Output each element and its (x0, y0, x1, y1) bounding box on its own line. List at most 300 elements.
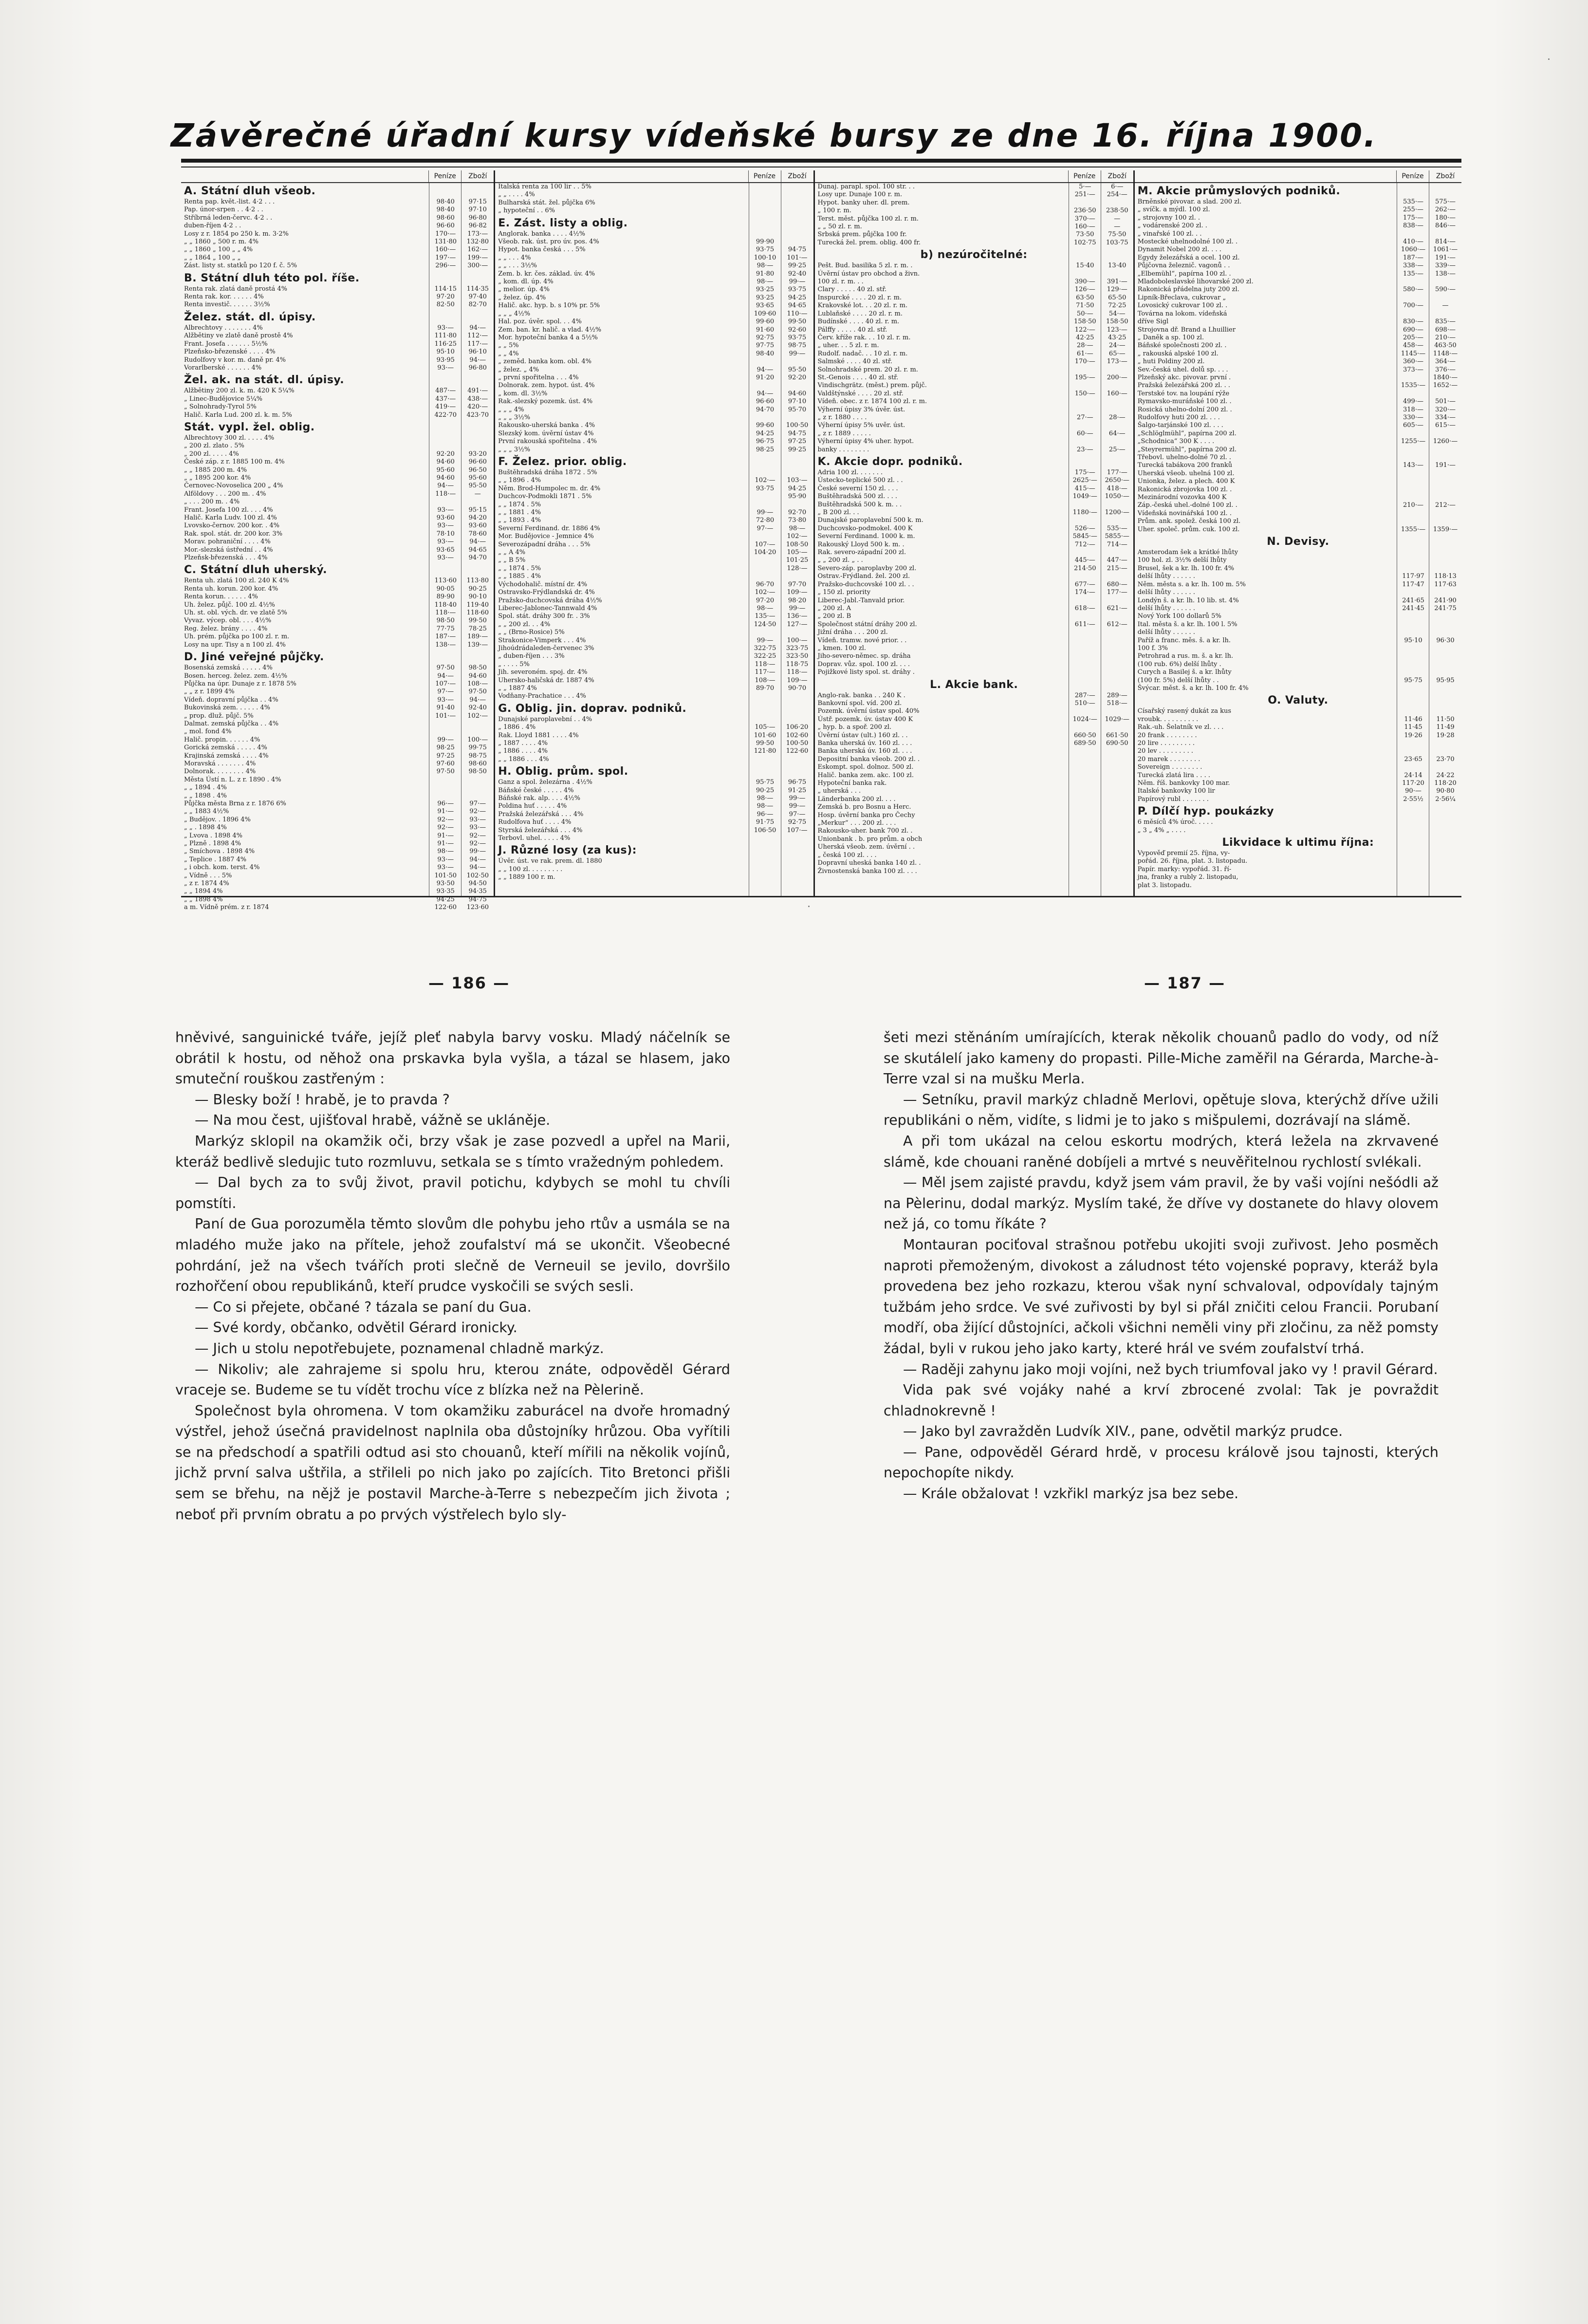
security-name: Budínské . . . . 40 zl. r. m. (817, 318, 900, 326)
goods-price: 78·25 (468, 625, 487, 632)
money-price: 91·— (437, 808, 454, 816)
goods-price: 11·49 (1436, 724, 1455, 731)
goods-price: 99·— (789, 278, 806, 286)
table-row (495, 621, 813, 629)
table-row (1135, 589, 1461, 596)
money-price (1397, 707, 1429, 715)
security-name: Vindischgrätz. (měst.) prem. půjč. (817, 382, 927, 390)
table-row (181, 450, 494, 458)
goods-price (462, 720, 494, 728)
table-row (181, 696, 494, 704)
table-row (181, 482, 494, 490)
table-row (815, 278, 1133, 286)
security-name: „ „ 4% (498, 350, 519, 357)
money-price (749, 866, 781, 874)
table-row (495, 446, 813, 454)
goods-price: 94·75 (788, 246, 807, 254)
table-row (815, 350, 1133, 358)
table-row (1135, 677, 1461, 685)
table-row (815, 334, 1133, 342)
security-name: „ 150 zl. priority (817, 589, 871, 596)
security-name: Eskompt. spol. dolnoz. 500 zl. (817, 763, 914, 771)
money-price (1397, 629, 1429, 636)
security-name: Banka uherská úv. 160 zl. . . . (817, 740, 912, 747)
security-name: delší lhůty . . . . . . (1137, 629, 1195, 636)
table-row (815, 390, 1133, 398)
money-price: 98·— (757, 278, 774, 286)
table-row (815, 843, 1133, 851)
goods-price: 320·— (1435, 406, 1456, 413)
goods-price: 714·— (1107, 540, 1127, 548)
security-name: „ 3 „ 4% „ . . . . (1137, 826, 1186, 834)
paragraph: A při tom ukázal na celou eskortu modrých, která ležela na zkrvavené slámě, kde chouani raněné dobíjeli a mrtvé s neuvěřitelnou rychlostí svlékali. (884, 1133, 1439, 1170)
security-name: Losy na upr. Tisy a n 100 zl. 4% (184, 641, 286, 649)
security-name: Pozemk. úvěrní ústav spol. 40% (817, 707, 920, 715)
goods-price: 846·— (1435, 222, 1456, 230)
goods-price (1101, 629, 1133, 636)
money-price: 370·— (1074, 215, 1095, 223)
money-price: 116·25 (434, 340, 457, 348)
goods-price (781, 358, 813, 366)
security-name: Dynamit Nobel 200 zl. . . . (1137, 246, 1221, 254)
goods-price: 200·— (1107, 373, 1127, 381)
money-price: 117·— (755, 669, 776, 676)
paragraph: — Krále obžalovat ! vzkřikl markýz jsa bez sebe. (903, 1486, 1239, 1502)
money-price (1069, 398, 1101, 406)
money-price (749, 501, 781, 509)
security-name: Prům. ank. spolež. česká 100 zl. (1137, 518, 1241, 525)
table-row (815, 796, 1133, 803)
security-name: Uh. želez. půjč. 100 zl. 4½% (184, 601, 275, 609)
security-name: Šalgo-tarjánské 100 zl. . . . (1137, 422, 1223, 429)
table-row (815, 199, 1133, 207)
security-name: Londýn š. a kr. lh. 10 lib. st. 4% (1137, 596, 1239, 604)
money-price: 318·— (1403, 406, 1423, 413)
paragraph: — Měl jsem zajisté pravdu, když jsem vám pravil, že by vaši vojíni nešódli až na Pèlerinu, dodal markýz. Myslím také, že dříve vy dostanete do hlavy olovem než já, co tomu říkáte ? (884, 1174, 1439, 1232)
table-row (495, 191, 813, 199)
security-name: St.-Genois . . . . 40 zl. stř. (817, 373, 899, 381)
security-name: Báňské české . . . . . 4% (498, 786, 574, 794)
goods-price: 109·— (787, 589, 808, 596)
goods-price: 99·25 (788, 446, 807, 453)
security-name: „ duben-říjen . . . 3% (498, 652, 565, 660)
security-name: Renta korun. . . . . . 4% (184, 593, 258, 601)
table-row (495, 366, 813, 374)
goods-price (781, 199, 813, 207)
security-name: „ Solnohrady-Tyrol 5% (184, 403, 257, 411)
security-name: „ „ 1860 „ 500 r. m. 4% (184, 238, 259, 246)
table-row (815, 836, 1133, 843)
table-row (181, 609, 494, 617)
section-heading: O. Valuty. (1268, 694, 1329, 707)
money-price (1069, 803, 1101, 811)
paragraph: Paní de Gua porozuměla těmto slovům dle pohybu jeho rtův a usmála se na mladého muže jako na přítele, jehož zoufalství má se ukončit. Všeobecné pohrdání, jež na všech tvářích proti slečně de Verneuil se jevilo, dovršilo rozhořčení obou republikánů, kteří prudce vyskočili se svých sesli. (175, 1216, 730, 1295)
security-name: Báňské společnosti 200 zl. . (1137, 342, 1227, 350)
table-row (181, 214, 494, 222)
table-row (181, 348, 494, 356)
money-price (1069, 812, 1101, 819)
goods-price (781, 835, 813, 842)
goods-price (1429, 669, 1461, 676)
security-name: Jih. severoném. spoj. dr. 4% (498, 669, 588, 676)
money-price: 98·50 (436, 617, 455, 625)
rate-rows (815, 183, 1133, 247)
goods-price: 98·75 (468, 752, 487, 760)
security-name: (100 fr. 5%) delší lhůty . . (1137, 676, 1219, 684)
table-row (1135, 581, 1461, 589)
security-name: „ „ 1885 . 4% (498, 573, 541, 580)
table-row (815, 525, 1133, 533)
goods-price: 94·— (469, 356, 486, 364)
security-name: „ „ 1894 4% (184, 888, 223, 895)
security-name: Severozápadní dráha . . . 5% (498, 540, 591, 548)
goods-price: 101·25 (786, 557, 809, 564)
goods-price: 128·— (787, 564, 808, 572)
goods-price: 94·75 (468, 895, 487, 903)
security-name: „ Linec-Budějovice 5¼% (184, 395, 263, 403)
money-price (1069, 629, 1101, 636)
table-row (181, 206, 494, 214)
goods-price: 418·— (1107, 484, 1127, 492)
security-name: Úvěrní ústav (ult.) 160 zl. . . (817, 731, 908, 739)
security-name: Lovosický cukrovar 100 zl. . (1137, 302, 1228, 310)
security-name: „ první spořitelna . . . 4% (498, 373, 579, 381)
table-row (495, 827, 813, 835)
goods-price (462, 728, 494, 736)
security-name: Liberec-Jabl.-Tanvald prior. (817, 596, 905, 604)
security-name: Lipník-Břeclava, cukrovar „ (1137, 294, 1226, 301)
table-row (495, 270, 813, 278)
money-price: 101·50 (434, 872, 457, 879)
goods-price (1101, 517, 1133, 524)
table-row (815, 629, 1133, 636)
goods-price: 99·25 (788, 262, 807, 270)
security-name: Vídeňská novinářská 100 zl. . (1137, 509, 1232, 517)
money-price: 535·— (1403, 198, 1423, 205)
table-row (1135, 707, 1461, 715)
money-price: 91·75 (756, 818, 775, 826)
goods-price: 96·80 (468, 364, 487, 372)
table-row (495, 597, 813, 605)
table-row (815, 669, 1133, 676)
security-name: Mezinárodní vozovka 400 K (1137, 494, 1227, 502)
security-name: „ hyp. b. a spoř. 200 zl. (817, 724, 892, 731)
table-row (181, 198, 494, 206)
money-price: 61·— (1076, 350, 1093, 357)
money-price: 322·75 (754, 644, 776, 652)
goods-price: 96·80 (468, 214, 487, 222)
money-price (429, 498, 462, 506)
security-name: Bukovinská zem. . . . . . 4% (184, 704, 271, 712)
money-price (1397, 661, 1429, 669)
security-name: Uh. st. obl. vých. dr. ve zlatě 5% (184, 609, 287, 617)
goods-price: 98·20 (788, 596, 807, 604)
goods-price (1101, 422, 1133, 429)
security-name: „ „ A 4% (498, 549, 526, 557)
goods-price: 661·50 (1106, 731, 1128, 739)
table-row (181, 434, 494, 442)
table-row (815, 692, 1133, 700)
table-row (495, 874, 813, 881)
goods-price: 99·— (789, 802, 806, 810)
column-header-name (181, 170, 428, 182)
goods-price (1429, 557, 1461, 564)
goods-price: 102·— (787, 533, 808, 540)
money-price (429, 434, 462, 442)
table-row (495, 724, 813, 731)
money-price (1397, 818, 1429, 826)
money-price: 97·— (757, 524, 774, 532)
goods-price (1429, 294, 1461, 302)
money-price (1397, 763, 1429, 771)
section-heading: Stát. vypl. žel. oblig. (184, 421, 315, 433)
money-price: 99·— (757, 636, 774, 644)
table-row (495, 645, 813, 652)
table-row (181, 880, 494, 888)
security-name: „ „ 1885 200 m. 4% (184, 466, 247, 474)
security-name: Rak. spol. stát. dr. 200 kor. 3% (184, 530, 283, 538)
security-name: Duchcovsko-podmokel. 400 K (817, 524, 913, 532)
goods-price (1429, 645, 1461, 652)
goods-price (1101, 382, 1133, 390)
table-row (495, 857, 813, 865)
money-price: 1145·— (1401, 350, 1426, 357)
table-row (1135, 661, 1461, 669)
goods-price (1101, 707, 1133, 715)
table-row (815, 780, 1133, 787)
table-row (1135, 214, 1461, 222)
money-price: 187·— (435, 633, 456, 641)
goods-price: 95·50 (788, 366, 807, 373)
security-name: 100 f. 3% (1137, 644, 1168, 652)
security-name: Frant. Josefa 100 zl. . . . 4% (184, 506, 273, 514)
goods-price: 102·— (467, 712, 488, 720)
paragraph: Montauran pociťoval strašnou potřebu ukojiti svoji zuřivost. Jeho posměch naproti přemoženým, divokost a záludnost této vojenské popravy, kteráž byla provedena bez jeho rozkazu, kterou však nyní schvaloval, odpovídaly tajným tužbám jeho srdce. Ve své zuřivosti by byl si přál zničiti celou Francii. Porubaní modří, oba žijící důstojníci, ačkoli všichni neměli viny při zločinu, za něž pomsty žádal, byli v rukou jeho jako karty, které hrál ve svém zoufalství trhá. (884, 1236, 1439, 1357)
security-name: Dunaj. parapl. spol. 100 str. . . (817, 183, 915, 190)
paragraph: — Své kordy, občanko, odvětil Gérard ironicky. (195, 1320, 517, 1336)
goods-price: 575·— (1435, 198, 1456, 205)
table-row (1135, 613, 1461, 620)
security-name: Stříbrná leden-červc. 4·2 . . (184, 214, 273, 222)
novel-text-left (175, 1027, 730, 1525)
table-row (495, 581, 813, 589)
money-price: 102·— (755, 589, 776, 596)
money-price: 94·— (437, 672, 454, 680)
security-name: Renta investič. . . . . . 3½% (184, 301, 270, 309)
table-row (181, 332, 494, 340)
money-price (1069, 707, 1101, 715)
goods-price (1101, 763, 1133, 771)
money-price (1069, 836, 1101, 843)
security-name: Turecká tabákova 200 franků (1137, 462, 1233, 469)
money-price (1069, 517, 1101, 524)
money-price: 97·20 (436, 293, 455, 301)
security-name: Halič. akc. hyp. b. s 10% pr. 5% (498, 302, 600, 310)
goods-price: 97·40 (468, 293, 487, 301)
table-row (815, 302, 1133, 310)
table-row (495, 334, 813, 342)
rate-rows (495, 857, 813, 881)
security-name: Severní Ferdinand. dr. 1886 4% (498, 524, 600, 532)
security-name: Pálffy . . . . . 40 zl. stř. (817, 326, 887, 334)
money-price: 210·— (1403, 502, 1423, 509)
money-price (749, 382, 781, 390)
money-price (1397, 874, 1429, 881)
security-name: České záp. z r. 1885 100 m. 4% (184, 458, 285, 466)
money-price: 689·50 (1074, 740, 1096, 747)
security-name: delší lhůty . . . . . . (1137, 573, 1195, 580)
rate-rows (181, 387, 494, 419)
security-name: 20 lire . . . . . . . . . (1137, 740, 1195, 747)
goods-price: 136·— (787, 613, 808, 620)
table-row (495, 517, 813, 524)
security-name: Strojovna dř. Brand a Lhuillier (1137, 326, 1236, 334)
goods-price: 289·— (1107, 691, 1127, 699)
security-name: Sev.-česká uhel. dolů sp. . . . (1137, 366, 1228, 373)
money-price (1069, 661, 1101, 669)
security-name: Rosická uhelno-dolní 200 zl. . (1137, 406, 1232, 413)
paragraph: hněvivé, sanguinické tváře, jejíž pleť nabyla barvy vosku. Mladý náčelník se obrátil k hostu, od něhož ona prskavka byla vyšla, a tázal se hlasem, jako smuteční rouškou zastřeným : (175, 1029, 730, 1087)
section-heading: A. Státní dluh všeob. (184, 185, 316, 197)
money-price: 98·— (757, 795, 774, 802)
security-name: Rakousko-uher. bank 700 zl. . (817, 827, 913, 835)
goods-price: 102·60 (786, 731, 809, 739)
goods-price: 94·— (469, 538, 486, 546)
money-price (749, 191, 781, 199)
goods-price: 64·— (1108, 429, 1126, 437)
goods-price: 100·— (467, 736, 488, 744)
table-row (1135, 510, 1461, 518)
table-row (815, 852, 1133, 859)
table-row (181, 736, 494, 744)
table-row (181, 824, 494, 832)
goods-price (1101, 645, 1133, 652)
security-name: „ kom. dl. 3½% (498, 390, 548, 397)
goods-price: 11·50 (1436, 715, 1455, 723)
security-name: Severní Ferdinand. 1000 k. m. (817, 533, 915, 540)
table-row (815, 819, 1133, 827)
security-name: Petrohrad a rus. m. š. a kr. lh. (1137, 652, 1234, 660)
security-name: Alžbětiny ve zlatě daně prostě 4% (184, 332, 293, 340)
goods-price: 122·60 (786, 747, 809, 755)
money-price: 97·75 (756, 342, 775, 350)
money-price: 98·25 (756, 446, 775, 453)
goods-price: 92·— (469, 840, 486, 848)
goods-price: 100·50 (786, 422, 809, 429)
goods-price: 1050·— (1105, 493, 1129, 501)
table-row (495, 629, 813, 636)
table-row (495, 605, 813, 613)
security-name: Amsterodam šek a krátké lhůty (1137, 549, 1238, 557)
security-name: Mor. hypoteční banka 4 a 5½% (498, 334, 598, 341)
column-body (181, 183, 494, 911)
table-row (1135, 494, 1461, 502)
money-price (1397, 882, 1429, 890)
security-name: „ „ z r. 1899 4% (184, 688, 235, 696)
goods-price (781, 230, 813, 238)
money-price: 158·50 (1074, 318, 1096, 326)
rate-rows (1135, 549, 1461, 692)
column-header-name (815, 170, 1068, 182)
table-row (181, 896, 494, 904)
header-goods: Zboží (1429, 170, 1461, 182)
goods-price: 96·60 (468, 458, 487, 466)
header-money: Peníze (428, 170, 461, 182)
goods-price: 90·10 (468, 593, 487, 601)
security-name: „ huti Poldiny 200 zl. (1137, 358, 1205, 366)
goods-price (1429, 621, 1461, 629)
security-name: 20 frank . . . . . . . . (1137, 731, 1197, 739)
security-name: Červ. kříže rak. . . 10 zl. r. m. (817, 334, 911, 341)
security-name: „ Vídně . . . 5% (184, 872, 232, 879)
money-price (1069, 843, 1101, 851)
goods-price: 72·25 (1108, 302, 1126, 310)
table-row (495, 533, 813, 540)
goods-price (1101, 501, 1133, 509)
table-row (815, 756, 1133, 763)
security-name: Renta uh. zlatá 100 zl. 240 K 4% (184, 577, 289, 585)
section-heading: N. Devisy. (1267, 536, 1329, 548)
goods-price (462, 442, 494, 450)
table-row (181, 301, 494, 309)
money-price (749, 493, 781, 501)
money-price (1397, 294, 1429, 302)
table-row (495, 557, 813, 564)
security-name: Curych a Basilej š. a kr. lhůty (1137, 669, 1232, 676)
security-name: „ Budějov. . 1896 4% (184, 816, 251, 823)
table-row (1135, 605, 1461, 613)
goods-price (1101, 868, 1133, 875)
money-price: 28·— (1076, 342, 1093, 350)
money-price: 700·— (1403, 302, 1423, 310)
goods-price: 24·— (1108, 342, 1126, 350)
goods-price: 129·— (1107, 286, 1127, 294)
goods-price (781, 238, 813, 246)
money-price: 94·70 (756, 406, 775, 413)
table-row (495, 262, 813, 270)
goods-price: 65·— (1108, 350, 1126, 357)
table-column-2 (495, 170, 814, 896)
column-header (181, 170, 494, 183)
table-row (181, 593, 494, 601)
table-row (815, 493, 1133, 501)
security-name: Rudolfovy huti 200 zl. . . . (1137, 413, 1220, 421)
goods-price: 123·— (1107, 326, 1127, 334)
table-row (815, 270, 1133, 278)
table-row (181, 728, 494, 736)
money-price (429, 720, 462, 728)
goods-price (781, 874, 813, 881)
money-price (1069, 652, 1101, 660)
goods-price: 92·— (469, 808, 486, 816)
goods-price (1429, 230, 1461, 238)
table-row (1135, 430, 1461, 438)
goods-price: 94·50 (468, 880, 487, 888)
column-divider (461, 183, 462, 896)
security-name: 20 marek . . . . . . . . (1137, 755, 1200, 763)
goods-price (1101, 859, 1133, 867)
security-name: Něm. říš. bankovky 100 mar. (1137, 780, 1230, 787)
security-name: Záp.-česká uhel.-dolné 100 zl. . (1137, 502, 1237, 509)
security-name: Dunajské paroplavební . . 4% (498, 715, 592, 723)
goods-price: 96·50 (468, 466, 487, 474)
section-heading: Likvidace k ultimu října: (1222, 837, 1374, 849)
goods-price (1429, 510, 1461, 518)
security-name: Úvěrní ústav pro obchod a živn. (817, 270, 920, 278)
goods-price: 241·90 (1434, 596, 1457, 604)
table-row (1135, 318, 1461, 326)
security-name: Italská renta za 100 lir . . 5% (498, 183, 591, 190)
